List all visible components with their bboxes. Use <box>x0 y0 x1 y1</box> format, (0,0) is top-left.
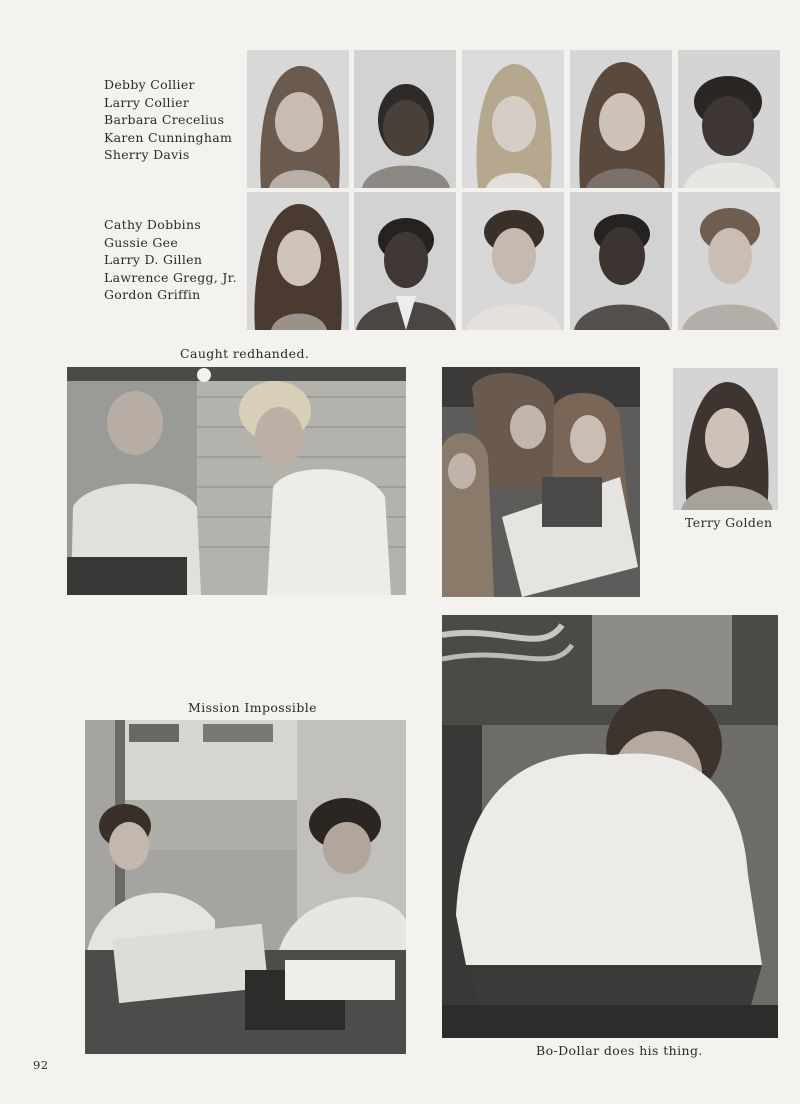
portrait-photo <box>678 50 780 188</box>
name-list-row-1 <box>104 76 232 164</box>
portrait-photo <box>247 50 349 188</box>
photo-caption: Caught redhanded. <box>180 346 310 361</box>
candid-photo <box>85 720 406 1054</box>
candid-photo <box>67 367 406 595</box>
student-name: Larry Collier <box>104 94 190 110</box>
page-number: 92 <box>33 1058 49 1072</box>
portrait-photo <box>678 192 780 330</box>
student-name: Gordon Griffin <box>104 287 201 302</box>
candid-photo <box>442 615 778 1038</box>
portrait-photo <box>570 192 672 330</box>
name-list-row-2 <box>104 216 237 304</box>
portrait-photo <box>462 192 564 330</box>
photo-caption: Terry Golden <box>685 515 773 530</box>
student-name: Lawrence Gregg, Jr. <box>104 269 237 285</box>
student-name: Larry D. Gillen <box>104 252 203 267</box>
student-name: Debby Collier <box>104 77 195 92</box>
student-name: Cathy Dobbins <box>104 217 202 232</box>
student-name: Gussie Gee <box>104 234 179 250</box>
photo-caption: Mission Impossible <box>188 700 317 715</box>
portrait-photo <box>354 192 456 330</box>
candid-photo <box>442 367 640 597</box>
student-name: Sherry Davis <box>104 147 190 162</box>
student-name: Barbara Crecelius <box>104 112 225 127</box>
portrait-photo <box>570 50 672 188</box>
student-name: Karen Cunningham <box>104 129 233 145</box>
photo-caption: Bo-Dollar does his thing. <box>536 1043 703 1058</box>
portrait-photo <box>462 50 564 188</box>
portrait-photo <box>673 368 778 510</box>
portrait-photo <box>247 192 349 330</box>
portrait-photo <box>354 50 456 188</box>
